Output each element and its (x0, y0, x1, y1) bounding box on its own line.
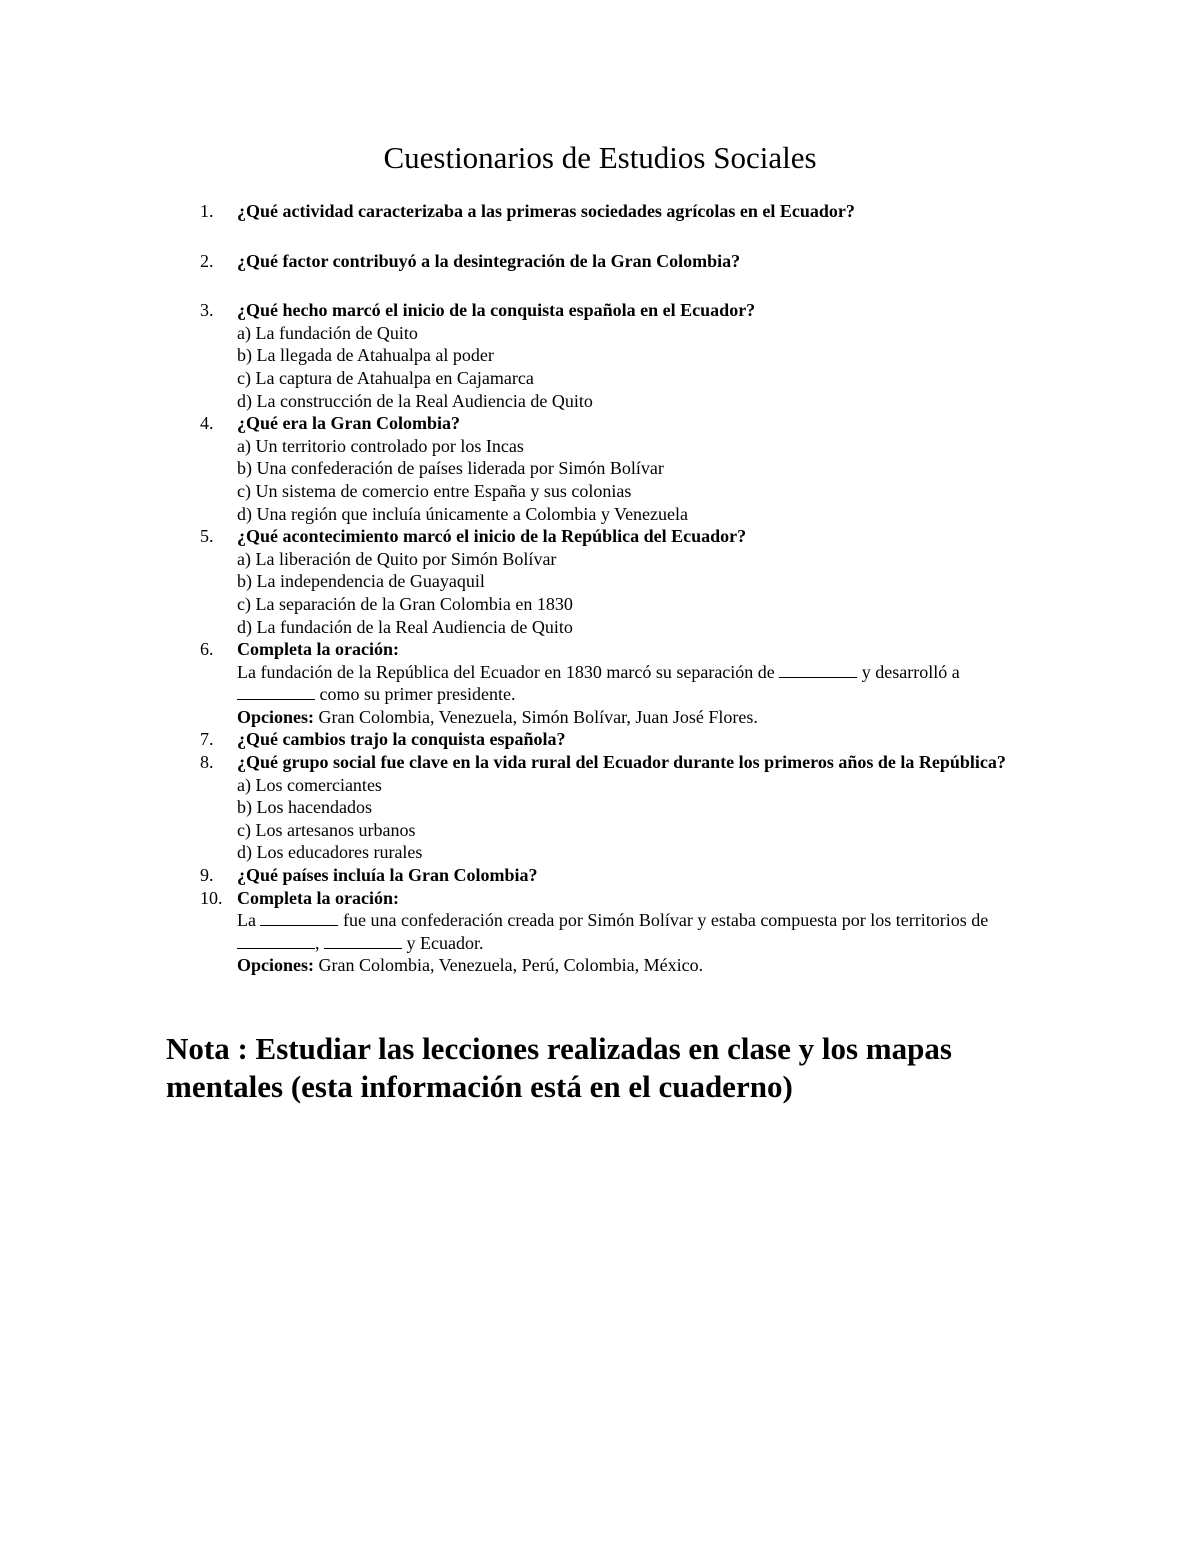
sentence-part: fue una confederación creada por Simón Bolívar y estaba compuesta por los territorios (342, 910, 967, 931)
answer-option: b) La independencia de Guayaquil (237, 571, 485, 592)
answer-option: a) Un territorio controlado por los Incas (237, 435, 524, 456)
question-text: Completa la oración: (237, 639, 399, 660)
question-6 (0, 638, 1037, 728)
sentence-part: La (237, 910, 256, 931)
question-list (0, 200, 1200, 977)
study-note: Nota : Estudiar las lecciones realizadas en clase y los mapas mentales (esta información está en el cuaderno) (166, 1031, 952, 1104)
question-text: ¿Qué era la Gran Colombia? (237, 413, 460, 434)
question-text: ¿Qué actividad caracterizaba a las primeras sociedades agrícolas en el Ecuador? (237, 201, 855, 221)
question-number: 2. (200, 250, 214, 271)
answer-option: b) Una confederación de países liderada por Simón Bolívar (237, 458, 664, 479)
answer-option: d) Los educadores rurales (237, 842, 423, 863)
question-number: 3. (200, 300, 214, 321)
question-3 (0, 299, 1037, 412)
answer-option: c) La captura de Atahualpa en Cajamarca (237, 367, 534, 388)
answer-option: a) La fundación de Quito (237, 322, 418, 343)
options-line (237, 706, 1037, 729)
question-4 (0, 412, 1037, 525)
question-5 (0, 525, 1037, 638)
question-text: ¿Qué hecho marcó el inicio de la conquista española en el Ecuador? (237, 300, 756, 321)
answer-option: b) La llegada de Atahualpa al poder (237, 345, 494, 366)
answer-option: d) Una región que incluía únicamente a Colombia y Venezuela (237, 503, 689, 524)
question-text: ¿Qué cambios trajo la conquista española? (237, 729, 566, 750)
sentence-part: La fundación de la República del Ecuador en 1830 marcó su separación de (237, 661, 775, 682)
answer-blank[interactable] (260, 910, 338, 926)
answer-blank[interactable] (324, 933, 402, 949)
question-8 (0, 751, 1037, 864)
answer-option: d) La fundación de la Real Audiencia de Quito (237, 616, 573, 637)
question-10 (0, 887, 1037, 977)
question-1 (0, 200, 1037, 223)
sentence-part: de (971, 910, 989, 931)
question-text: Completa la oración: (237, 887, 399, 908)
question-number: 8. (200, 752, 214, 773)
answer-option: a) La liberación de Quito por Simón Bolívar (237, 548, 557, 569)
options-label: Opciones: (237, 706, 315, 727)
question-number: 6. (200, 639, 214, 660)
sentence-part: como su primer presidente. (319, 684, 516, 705)
answer-option: b) Los hacendados (237, 797, 372, 818)
sentence-part: , (315, 932, 320, 953)
fill-in-sentence (237, 909, 1037, 954)
question-number: 10. (200, 887, 223, 908)
options-text: Gran Colombia, Venezuela, Simón Bolívar, Juan José Flores. (318, 706, 758, 727)
question-text: ¿Qué acontecimiento marcó el inicio de la República del Ecuador? (237, 526, 747, 547)
question-9 (0, 864, 1037, 887)
answer-blank[interactable] (779, 662, 857, 678)
fill-in-sentence (237, 661, 1037, 706)
answer-blank[interactable] (237, 684, 315, 700)
question-number: 4. (200, 413, 214, 434)
question-number: 1. (200, 201, 214, 221)
answer-option: c) Un sistema de comercio entre España y sus colonias (237, 480, 632, 501)
answer-blank[interactable] (237, 933, 315, 949)
question-number: 9. (200, 865, 214, 886)
question-7 (0, 728, 1037, 751)
options-label: Opciones: (237, 955, 315, 976)
page-title: Cuestionarios de Estudios Sociales (383, 140, 817, 175)
question-text: ¿Qué países incluía la Gran Colombia? (237, 865, 538, 886)
sentence-part: y desarrolló a (861, 661, 960, 682)
sentence-part: y Ecuador. (406, 932, 484, 953)
question-number: 5. (200, 526, 214, 547)
question-text: ¿Qué factor contribuyó a la desintegración de la Gran Colombia? (237, 250, 741, 271)
answer-option: d) La construcción de la Real Audiencia de Quito (237, 390, 593, 411)
question-number: 7. (200, 729, 214, 750)
options-line (237, 954, 1037, 977)
question-2 (0, 250, 1037, 273)
options-text: Gran Colombia, Venezuela, Perú, Colombia, México. (318, 955, 704, 976)
question-text: ¿Qué grupo social fue clave en la vida rural del Ecuador durante los primeros años de la República? (237, 752, 1006, 773)
answer-option: c) La separación de la Gran Colombia en 1830 (237, 593, 573, 614)
answer-option: a) Los comerciantes (237, 774, 382, 795)
answer-option: c) Los artesanos urbanos (237, 819, 416, 840)
